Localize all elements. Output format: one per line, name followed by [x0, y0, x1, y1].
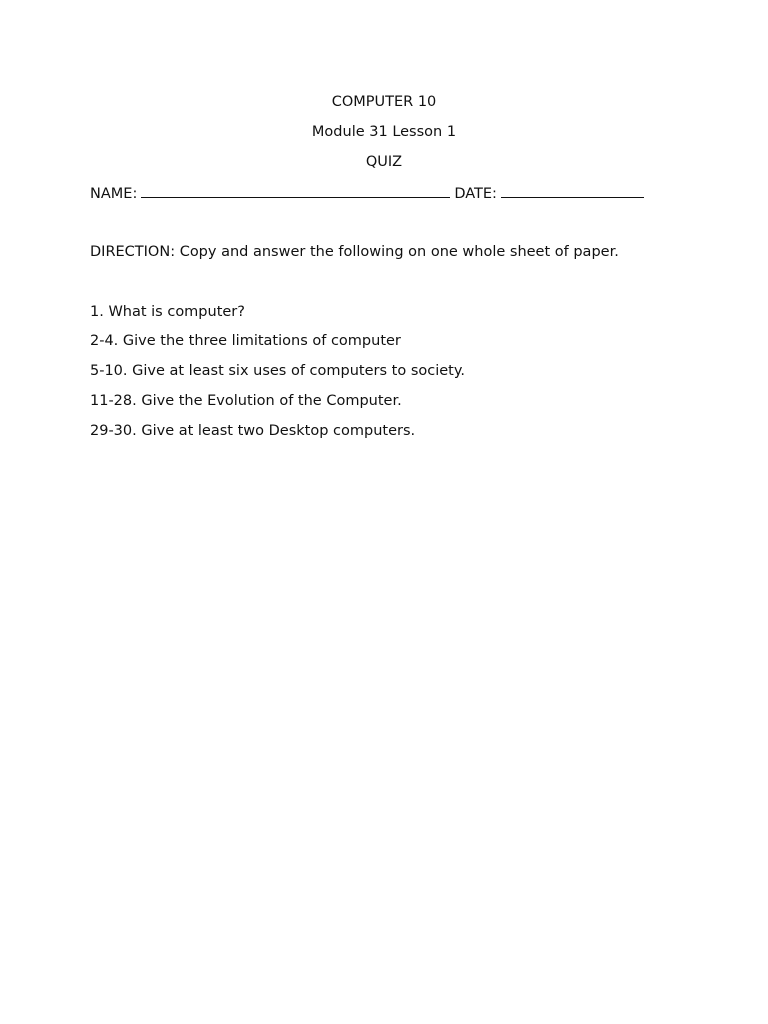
name-label: NAME: [90, 186, 138, 202]
question-item: 5-10. Give at least six uses of computers to society. [90, 363, 465, 379]
name-blank [141, 183, 450, 198]
quiz-title: QUIZ [365, 154, 403, 170]
date-label: DATE: [454, 186, 497, 202]
question-item: 29-30. Give at least two Desktop computers. [90, 423, 416, 439]
date-blank [501, 183, 644, 198]
question-item: 11-28. Give the Evolution of the Computer. [90, 393, 402, 409]
module-title: Module 31 Lesson 1 [311, 124, 457, 140]
question-item: 2-4. Give the three limitations of computer [90, 333, 401, 349]
course-title: COMPUTER 10 [331, 94, 437, 110]
question-item: 1. What is computer? [90, 304, 245, 320]
direction-text: DIRECTION: Copy and answer the following on one whole sheet of paper. [90, 244, 619, 260]
name-date-row [90, 183, 648, 203]
